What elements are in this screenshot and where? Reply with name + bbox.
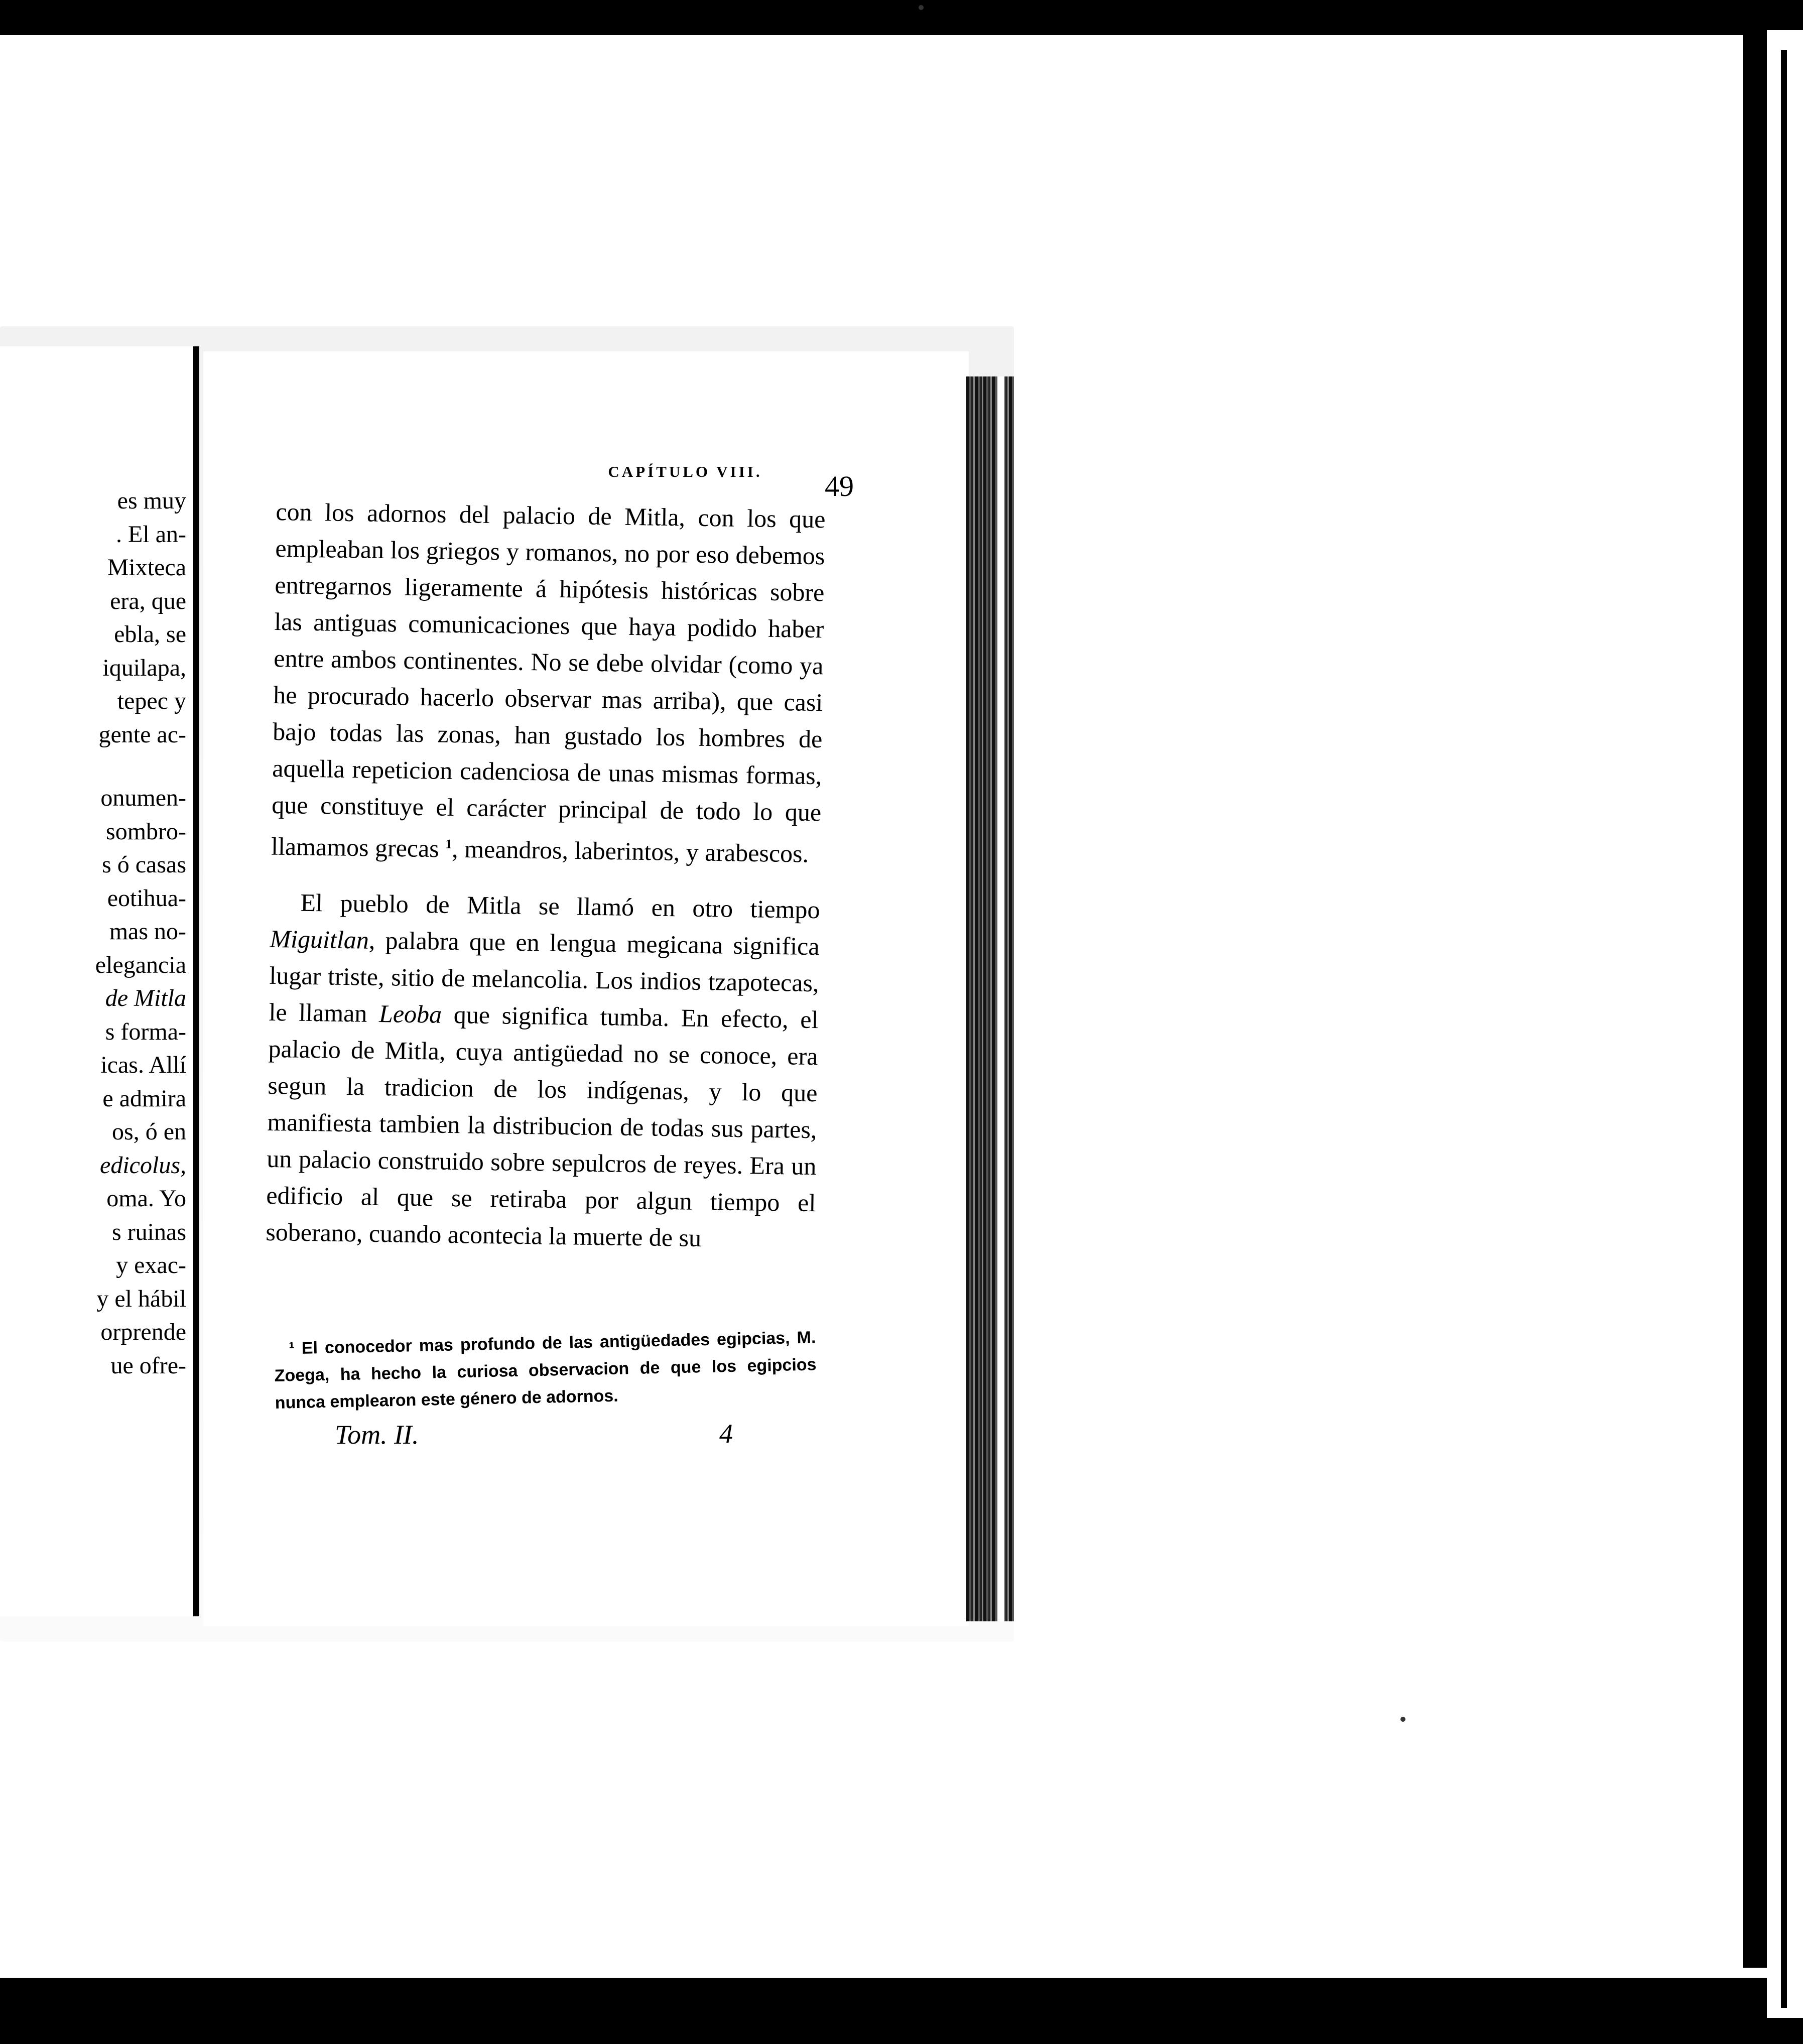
signature-mark: 4 <box>719 1419 733 1449</box>
left-page-line: icas. Allí <box>100 1052 186 1078</box>
left-page-line: eotihua- <box>107 884 186 912</box>
left-page-line: mas no- <box>109 918 186 945</box>
left-page-line: Mixteca <box>107 554 186 581</box>
volume-sigla: Tom. II. <box>335 1420 419 1450</box>
footnote-mark: 1 <box>445 836 452 851</box>
left-page-line: iquilapa, <box>102 654 186 681</box>
scan-border <box>1743 30 1767 1968</box>
left-page-line: era, que <box>110 587 186 614</box>
left-page-line: s forma- <box>105 1018 186 1045</box>
left-page-line: de Mitla <box>105 985 186 1011</box>
left-page-line: orprende <box>100 1319 186 1345</box>
left-page-line: gente ac- <box>98 721 186 748</box>
right-page <box>203 351 969 1626</box>
page-edges <box>966 376 1014 1621</box>
left-page-line: oma. Yo <box>106 1185 186 1212</box>
left-page-line: s ruinas <box>112 1218 186 1245</box>
left-page-line: ebla, se <box>114 621 186 648</box>
running-head: CAPÍTULO VIII. <box>608 463 762 480</box>
paragraph-2: El pueblo de Mitla se llamó en otro tiempo Miguitlan, palabra que en lengua megicana significa lugar triste, sitio de melancolia. Los indios tzapotecas, le llaman Leoba que significa tumba. En efecto, el palacio de Mitla, cuya antigüedad no se conoce, era segun la tradicion de los indígenas, y lo que manifiesta tambien la distribucion de todas sus partes, un palacio construido sobre sepulcros de reyes. Era un edificio al que se retiraba por algun tiempo el soberano, cuando acontecia la muerte de su <box>266 888 820 1252</box>
scan-speck <box>1400 1717 1405 1722</box>
left-page-line <box>95 751 186 782</box>
scan-border-edge <box>1781 50 1787 2008</box>
left-page-line: edicolus, <box>100 1152 186 1179</box>
body-text <box>266 493 826 1258</box>
left-page-text <box>95 484 186 1382</box>
left-page <box>0 346 193 1616</box>
left-page-line: es muy <box>117 487 186 514</box>
paragraph-1: con los adornos del palacio de Mitla, con los que empleaban los griegos y romanos, no por eso debemos entregarnos ligeramente á hipótesis históricas sobre las antiguas comunicaciones que haya podido haber entre ambos continentes. No se debe olvidar (como ya he procurado hacerlo observar mas arriba), que casi bajo todas las zonas, han gustado los hombres de aquella repeticion cadenciosa de unas mismas formas, que constituye el carácter principal de todo lo que llamamos grecas $^1$, meandros, laberintos, y arabescos. <box>271 497 826 868</box>
left-page-line: sombro- <box>106 818 186 845</box>
left-page-line: tepec y <box>117 688 186 714</box>
left-page-line: s ó casas <box>102 851 186 878</box>
left-page-line: . El an- <box>116 521 186 548</box>
footnote: ¹ El conocedor mas profundo de las antigüedades egipcias, M. Zoega, ha hecho la curiosa observacion de que los egipcios nunca emplearon este género de adornos. <box>274 1328 817 1413</box>
left-page-line: os, ó en <box>112 1118 186 1145</box>
book-gutter <box>193 346 199 1616</box>
left-page-line: y el hábil <box>96 1285 186 1312</box>
left-page-line: y exac- <box>116 1252 186 1279</box>
left-page-line: ue ofre- <box>110 1352 186 1379</box>
left-page-line: e admira <box>102 1085 186 1112</box>
scan-speck <box>919 5 924 10</box>
page-number: 49 <box>825 470 854 502</box>
left-page-line: elegancia <box>95 951 186 978</box>
left-page-line: onumen- <box>100 785 186 811</box>
